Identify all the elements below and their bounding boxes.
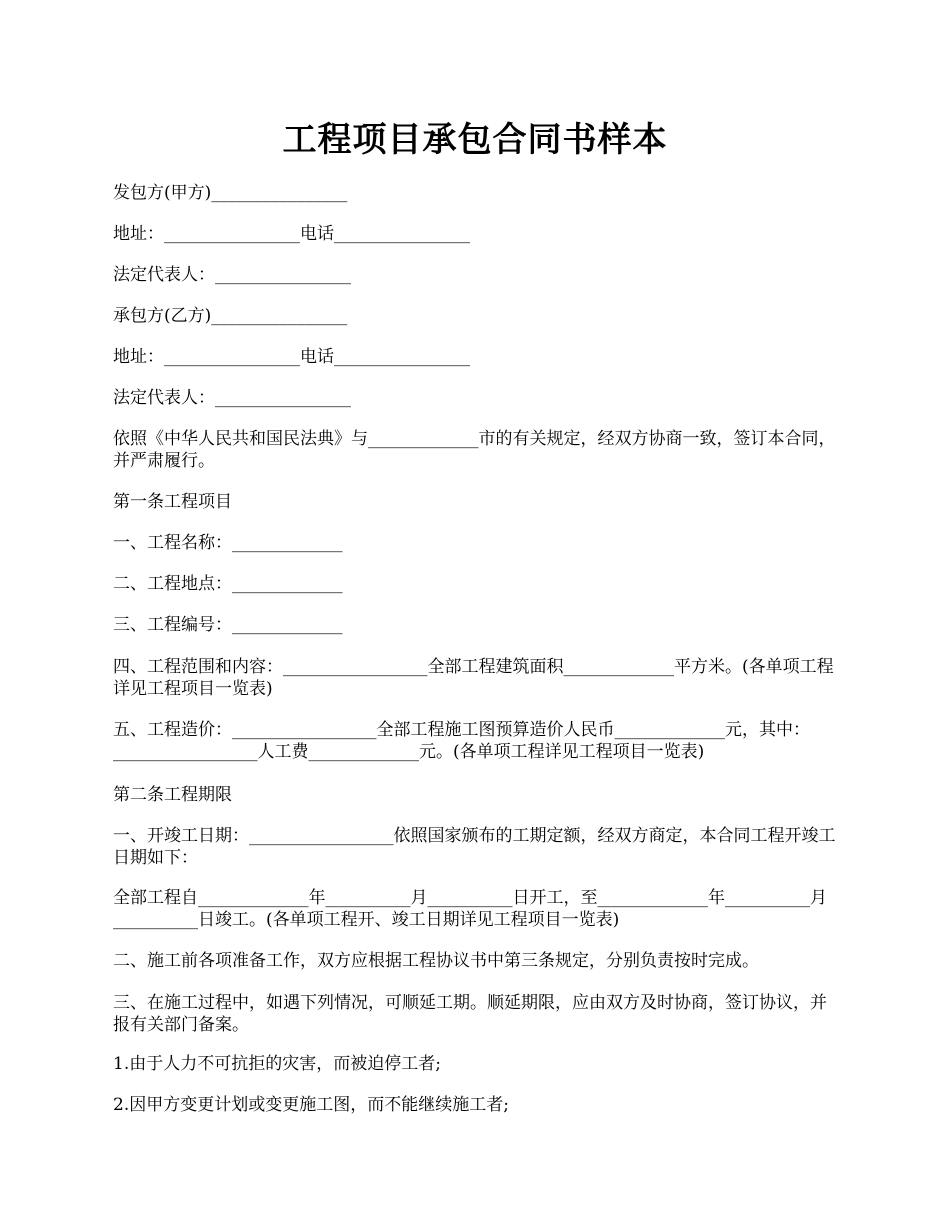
party-b-representative-line: 法定代表人：________________	[113, 388, 351, 408]
extension-paragraph: 三、在施工过程中，如遇下列情况，可顺延工期。顺延期限，应由双方及时协商，签订协议，并报有关部门备案。	[113, 993, 827, 1035]
condition-2-line: 2.因甲方变更计划或变更施工图，而不能继续施工者;	[113, 1095, 509, 1115]
project-cost-paragraph: 五、工程造价：_________________全部工程施工图预算造价人民币_____________元，其中：_________________人工费_____________元。(各单项工程详见工程项目一览表)	[113, 720, 810, 762]
party-a-line: 发包方(甲方)________________	[113, 183, 348, 203]
project-name-line: 一、工程名称：_____________	[113, 533, 343, 553]
preparation-paragraph: 二、施工前各项准备工作，双方应根据工程协议书中第三条规定，分别负责按时完成。	[113, 951, 759, 971]
article-2-heading: 第二条工程期限	[113, 785, 232, 805]
project-location-line: 二、工程地点：_____________	[113, 574, 343, 594]
intro-paragraph: 依照《中华人民共和国民法典》与_____________市的有关规定，经双方协商一致，签订本合同，并严肃履行。	[113, 429, 836, 471]
document-title: 工程项目承包合同书样本	[282, 120, 668, 160]
start-finish-paragraph: 一、开竣工日期：_________________依照国家颁布的工期定额，经双方商定，本合同工程开竣工日期如下：	[113, 826, 836, 868]
party-a-address-line: 地址：________________电话________________	[113, 224, 470, 244]
party-a-representative-line: 法定代表人：________________	[113, 265, 351, 285]
party-b-line: 承包方(乙方)________________	[113, 306, 348, 326]
article-1-heading: 第一条工程项目	[113, 492, 232, 512]
schedule-dates-paragraph: 全部工程自_____________年__________月__________日开工，至_____________年__________月__________日竣工。(各单项工程开、竣工日期详见工程项目一览表)	[113, 888, 827, 930]
project-scope-paragraph: 四、工程范围和内容：_________________全部工程建筑面积_____________平方米。(各单项工程详见工程项目一览表)	[113, 657, 834, 699]
project-number-line: 三、工程编号：_____________	[113, 615, 343, 635]
condition-1-line: 1.由于人力不可抗拒的灾害，而被迫停工者;	[113, 1054, 441, 1074]
party-b-address-line: 地址：________________电话________________	[113, 347, 470, 367]
